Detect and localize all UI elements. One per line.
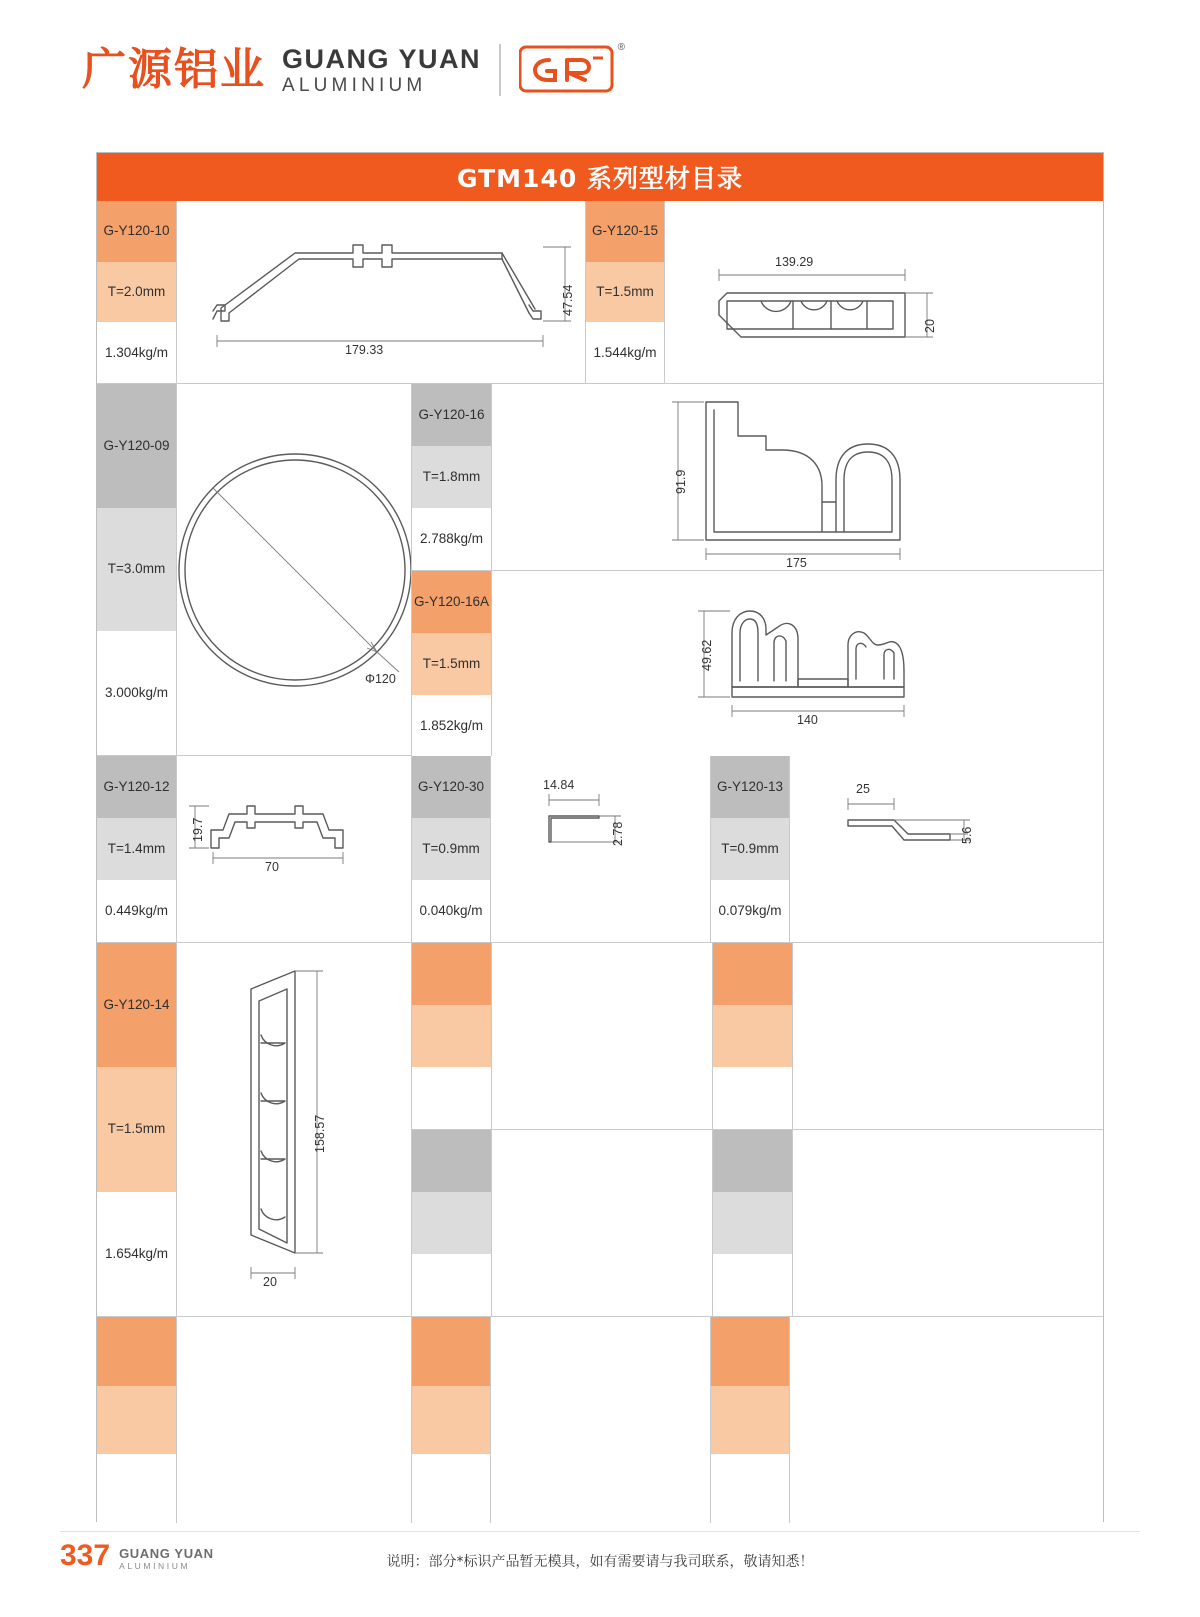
- dimension-width: 140: [797, 713, 818, 727]
- product-thickness: [711, 1386, 789, 1455]
- product-code: [412, 1130, 491, 1192]
- drawing-gy120-13: [789, 756, 1103, 942]
- product-weight: [412, 1254, 491, 1316]
- table-row: [412, 1129, 1103, 1316]
- product-code: [412, 943, 491, 1005]
- drawing-empty: [176, 1317, 411, 1523]
- label-column-empty: [713, 943, 793, 1129]
- drawing-gy120-12: [176, 756, 411, 942]
- product-weight: 2.788kg/m: [412, 508, 491, 570]
- subrows-right: [411, 384, 1103, 755]
- product-weight: 1.544kg/m: [586, 322, 664, 383]
- brand-logo: [82, 42, 626, 96]
- drawing-empty: [793, 1130, 1103, 1316]
- dimension-height: 20: [923, 319, 937, 333]
- catalog-title: GTM140 系列型材目录: [97, 153, 1103, 201]
- product-weight: 0.449kg/m: [97, 880, 176, 942]
- product-code: [713, 1130, 792, 1192]
- label-column-gy120-16a: [412, 571, 492, 757]
- dimension-width: 70: [265, 860, 279, 874]
- product-code: [711, 1317, 789, 1386]
- dimension-height: 158.57: [313, 1114, 327, 1153]
- dimension-height: 47.54: [561, 284, 575, 316]
- product-code: [713, 943, 792, 1005]
- product-thickness: [97, 1386, 176, 1455]
- brand-name-en-line1: GUANG YUAN: [282, 43, 482, 74]
- gr-monogram-icon: [519, 42, 626, 96]
- product-thickness: T=0.9mm: [412, 818, 490, 880]
- product-thickness: [412, 1005, 491, 1067]
- product-code: G-Y120-16A: [412, 571, 491, 633]
- dimension-width: 14.84: [543, 778, 575, 792]
- logo-divider: [499, 44, 501, 96]
- label-column-empty: [411, 1317, 490, 1523]
- product-weight: [713, 1067, 792, 1129]
- drawing-empty: [492, 1130, 713, 1316]
- product-weight: [713, 1254, 792, 1316]
- label-column-empty: [713, 1130, 793, 1316]
- label-column-empty: [97, 1317, 176, 1523]
- label-column-gy120-16: [412, 384, 492, 570]
- product-thickness: T=1.8mm: [412, 446, 491, 508]
- registered-mark: ®: [617, 42, 626, 53]
- drawing-empty: [492, 943, 713, 1129]
- product-thickness: T=1.5mm: [97, 1067, 176, 1191]
- label-column-gy120-10: [97, 201, 176, 383]
- product-weight: 0.040kg/m: [412, 880, 490, 942]
- table-row: [412, 384, 1103, 570]
- table-row: [97, 201, 1103, 383]
- table-row: [97, 755, 1103, 942]
- footer-brand-line2: ALUMINIUM: [119, 1560, 191, 1571]
- dimension-height: 2.78: [611, 821, 625, 846]
- dimension-width: 20: [263, 1275, 277, 1289]
- table-row: [412, 943, 1103, 1129]
- product-weight: 3.000kg/m: [97, 631, 176, 755]
- dimension-height: 49.62: [700, 639, 714, 671]
- product-code: G-Y120-12: [97, 756, 176, 818]
- product-code: [412, 1317, 490, 1386]
- drawing-empty: [789, 1317, 1103, 1523]
- product-thickness: T=3.0mm: [97, 508, 176, 632]
- product-weight: 0.079kg/m: [711, 880, 789, 942]
- drawing-empty: [490, 1317, 710, 1523]
- product-code: G-Y120-30: [412, 756, 490, 818]
- drawing-gy120-09: [176, 384, 411, 755]
- dimension-width: 175: [786, 556, 807, 570]
- product-code: [97, 1317, 176, 1386]
- table-row: [97, 383, 1103, 755]
- table-row: [412, 570, 1103, 757]
- product-weight: [97, 1454, 176, 1523]
- drawing-gy120-14: [176, 943, 411, 1316]
- product-weight: 1.654kg/m: [97, 1192, 176, 1316]
- page-number: 337: [60, 1539, 111, 1572]
- product-thickness: [713, 1005, 792, 1067]
- brand-name-cn: 广源铝业: [82, 44, 266, 95]
- drawing-gy120-15: [664, 201, 1103, 383]
- label-column-empty: [412, 1130, 492, 1316]
- drawing-gy120-10: [176, 201, 585, 383]
- brand-name-en-line2: ALUMINIUM: [282, 74, 427, 96]
- profile-catalog-table: [96, 152, 1104, 1522]
- label-column-empty: [710, 1317, 789, 1523]
- product-weight: [711, 1454, 789, 1523]
- page-footer: [0, 1541, 1200, 1587]
- label-column-gy120-14: [97, 943, 176, 1316]
- product-code: G-Y120-10: [97, 201, 176, 262]
- product-weight: 1.852kg/m: [412, 695, 491, 757]
- product-thickness: [412, 1192, 491, 1254]
- dimension-width: 179.33: [345, 343, 384, 357]
- product-code: G-Y120-09: [97, 384, 176, 508]
- label-column-gy120-15: [585, 201, 664, 383]
- product-code: G-Y120-14: [97, 943, 176, 1067]
- product-weight: [412, 1454, 490, 1523]
- drawing-gy120-30: [490, 756, 710, 942]
- product-thickness: T=1.5mm: [412, 633, 491, 695]
- product-code: G-Y120-13: [711, 756, 789, 818]
- dimension-width: 139.29: [775, 255, 814, 269]
- catalog-rows: [97, 201, 1103, 1523]
- table-row: [97, 1316, 1103, 1523]
- brand-name-en: [282, 43, 482, 96]
- product-thickness: [412, 1386, 490, 1455]
- product-weight: [412, 1067, 491, 1129]
- empty-right-block: [411, 943, 1103, 1316]
- product-thickness: T=2.0mm: [97, 262, 176, 323]
- dimension-height: 19.7: [191, 817, 205, 842]
- footer-note: 说明：部分*标识产品暂无模具，如有需要请与我司联系，敬请知悉！: [386, 1554, 814, 1570]
- label-column-gy120-13: [710, 756, 789, 942]
- product-thickness: T=0.9mm: [711, 818, 789, 880]
- label-column-empty: [412, 943, 492, 1129]
- drawing-gy120-16a: [492, 571, 1103, 757]
- drawing-gy120-16: [492, 384, 1103, 570]
- product-code: G-Y120-16: [412, 384, 491, 446]
- product-thickness: T=1.4mm: [97, 818, 176, 880]
- drawing-empty: [793, 943, 1103, 1129]
- label-column-gy120-12: [97, 756, 176, 942]
- footer-divider: [60, 1531, 1140, 1532]
- product-thickness: [713, 1192, 792, 1254]
- product-weight: 1.304kg/m: [97, 322, 176, 383]
- table-row: [97, 942, 1103, 1316]
- dimension-height: 91.9: [674, 469, 688, 494]
- dimension-diameter: Φ120: [365, 672, 396, 686]
- label-column-gy120-09: [97, 384, 176, 755]
- dimension-width: 25: [856, 782, 870, 796]
- footer-brand-line1: GUANG YUAN: [119, 1545, 214, 1561]
- dimension-height: 5.6: [960, 826, 974, 844]
- product-thickness: T=1.5mm: [586, 262, 664, 323]
- label-column-gy120-30: [411, 756, 490, 942]
- product-code: G-Y120-15: [586, 201, 664, 262]
